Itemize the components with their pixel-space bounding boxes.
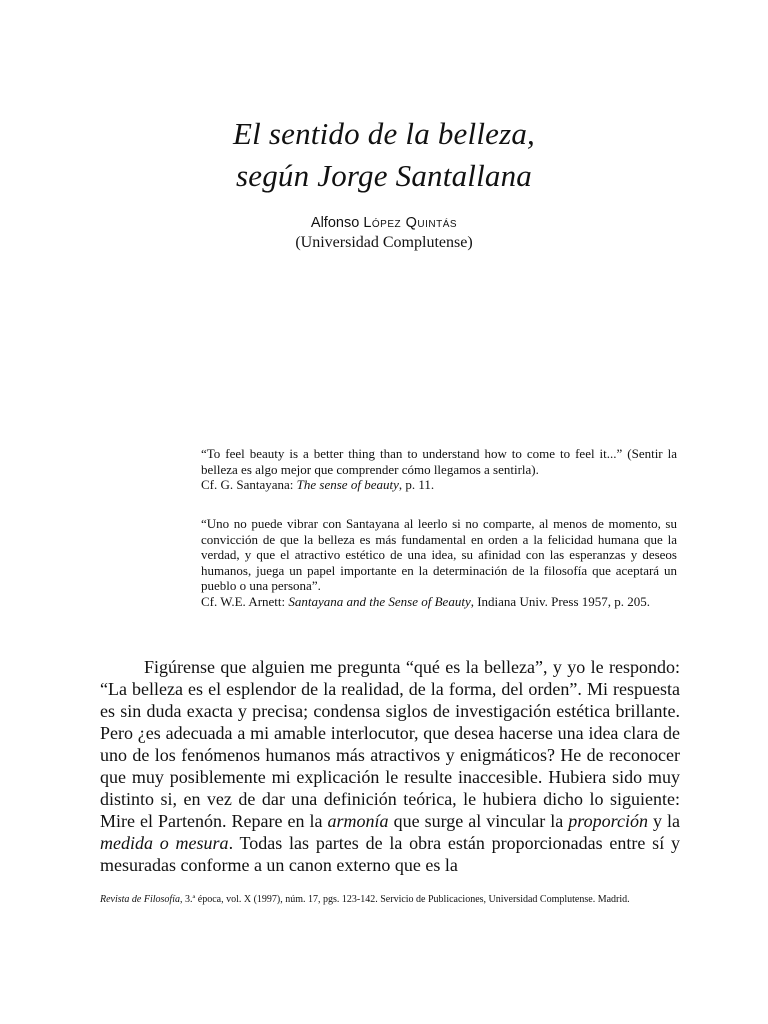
term-armonia: armonía <box>327 811 389 831</box>
publication-footer <box>100 893 680 906</box>
epigraph-2-cite-title: Santayana and the Sense of Beauty <box>288 593 471 609</box>
author-first-name: Alfonso <box>310 215 360 231</box>
epigraph-2-quote: “Uno no puede vibrar con Santayana al leerlo si no comparte, al menos de momento, su convicción de que la belleza es más fundamental en orden a la felicidad humana que la verdad, y que el atractivo estético de una idea, su afinidad con las esperanzas y deseos humanos, juega un papel importante en la determinación de la filosofía que aceptará un pueblo o una persona”. <box>201 516 677 594</box>
title-line-2: según Jorge Santallana <box>236 158 532 193</box>
term-medida-mesura: medida o mesura <box>100 833 229 853</box>
article-title <box>0 113 768 197</box>
paragraph-text-3: y la <box>647 811 680 831</box>
epigraph-1-cite-suffix: , p. 11. <box>398 477 435 493</box>
paragraph-text-2: que surge al vincular la <box>388 811 569 831</box>
epigraph-1-cite-title: The sense of beauty <box>296 477 399 493</box>
term-proporcion: proporción <box>568 811 648 831</box>
publication-details: , 3.ª época, vol. X (1997), núm. 17, pgs. 123-142. Servicio de Publicaciones, Universidad Complutense. Madrid. <box>180 894 630 905</box>
epigraph-1 <box>201 446 677 493</box>
paragraph-text-1: Figúrense que alguien me pregunta “qué es la belleza”, y yo le respondo: “La belleza es el esplendor de la realidad, de la forma, del orden”. Mi respuesta es sin duda exacta y precisa; condensa siglos de investigación estética brillante. Pero ¿es adecuada a mi amable interlocutor, que desea hacerse una idea clara de uno de los fenómenos humanos más atractivos y enigmáticos? He de reconocer que muy posiblemente mi explicación le resulte inaccesible. Hubiera sido muy distinto si, en vez de dar una definición teórica, le hubiera dicho lo siguiente: Mire el Partenón. Repare en la <box>100 657 680 831</box>
epigraph-2 <box>201 516 677 610</box>
paragraph-1 <box>100 656 680 876</box>
epigraph-2-cite-prefix: Cf. W.E. Arnett: <box>201 593 289 609</box>
author-affiliation: (Universidad Complutense) <box>295 234 473 251</box>
main-paragraph <box>100 656 680 876</box>
journal-name: Revista de Filosofía <box>100 894 180 905</box>
author-name <box>0 213 768 233</box>
epigraph-1-cite-prefix: Cf. G. Santayana: <box>201 477 297 493</box>
epigraph-1-quote: “To feel beauty is a better thing than to understand how to come to feel it...” (Sentir la belleza es algo mejor que comprender cómo llegamos a sentirla). <box>201 446 677 477</box>
author-last-name: López Quintás <box>363 215 458 231</box>
epigraph-1-citation <box>201 477 677 493</box>
paragraph-text-4: . Todas las partes de la obra están proporcionadas entre sí y mesuradas conforme a un canon externo que es la <box>100 833 680 875</box>
title-line-1: El sentido de la belleza, <box>232 116 536 151</box>
epigraph-2-citation <box>201 594 677 610</box>
epigraph-2-cite-suffix: , Indiana Univ. Press 1957, p. 205. <box>470 593 651 609</box>
